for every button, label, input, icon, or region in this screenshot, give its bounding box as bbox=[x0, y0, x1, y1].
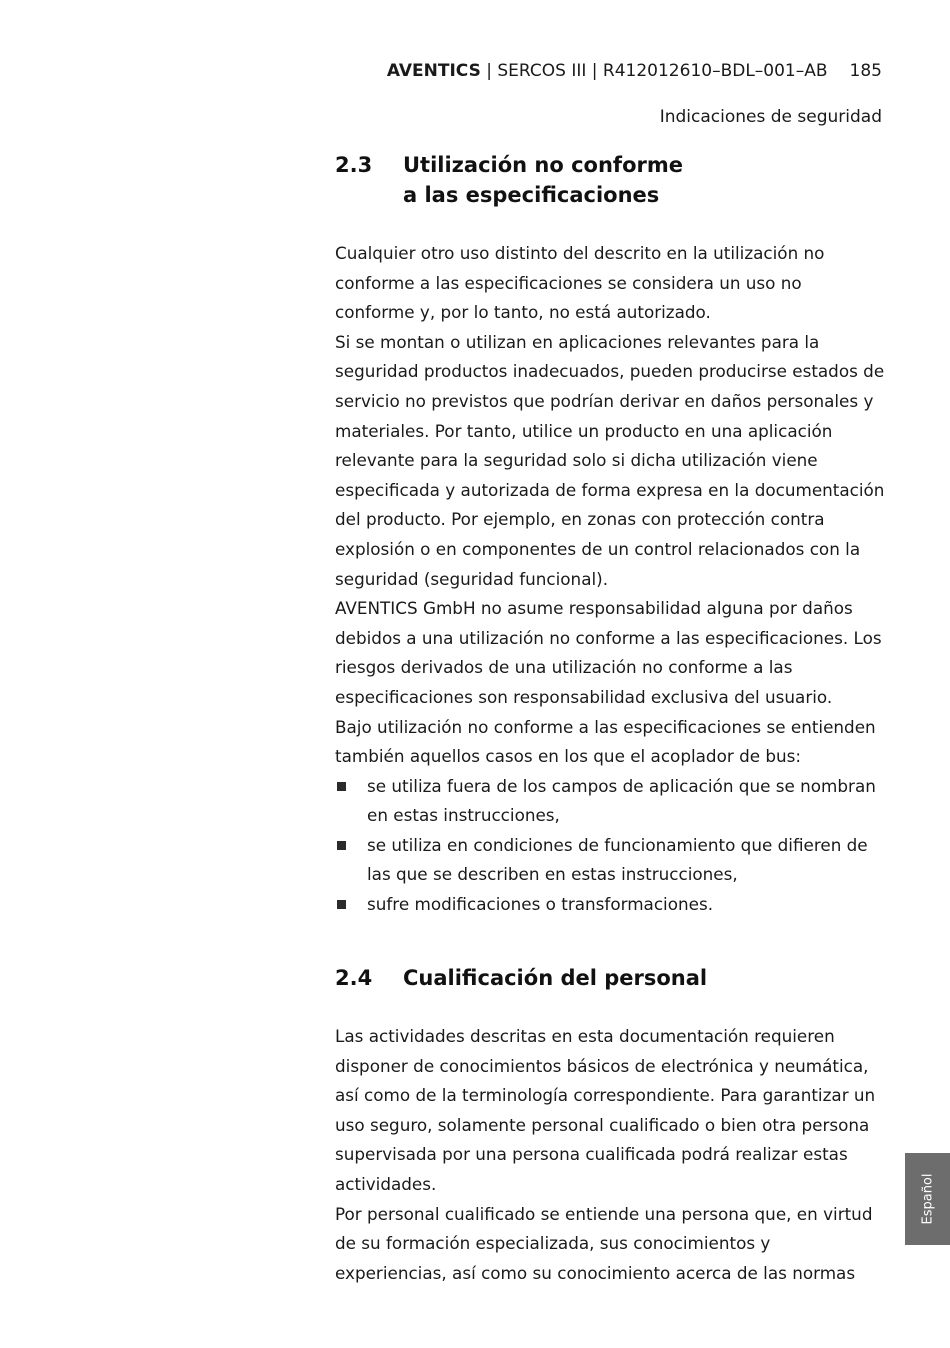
paragraph: Cualquier otro uso distinto del descrito en la utilización no conforme a las especificaciones se considera un uso no conforme y, por lo tanto, no está autorizado. bbox=[335, 243, 825, 323]
section-2-3-body bbox=[335, 239, 885, 920]
square-bullet-icon bbox=[337, 900, 346, 909]
section-title-line2: a las especificaciones bbox=[403, 183, 660, 207]
list-item bbox=[335, 831, 885, 890]
section-title bbox=[403, 150, 883, 210]
paragraph: Las actividades descritas en esta documentación requieren disponer de conocimientos básicos de electrónica y neumática, así como de la terminología correspondiente. Para garantizar un uso seguro, solamente personal cualificado o bien otra persona supervisada por una persona cualificada podrá realizar estas actividades. bbox=[335, 1026, 876, 1194]
list-item bbox=[335, 890, 885, 920]
section-2-4-heading bbox=[335, 963, 895, 995]
section-2-4-body bbox=[335, 1022, 885, 1288]
square-bullet-icon bbox=[337, 782, 346, 791]
paragraph: Por personal cualificado se entiende una persona que, en virtud de su formación especializada, sus conocimientos y experiencias, así como su conocimiento acerca de las normas bbox=[335, 1203, 873, 1283]
section-number: 2.4 bbox=[335, 966, 373, 990]
language-tab bbox=[905, 1153, 950, 1245]
section-number: 2.3 bbox=[335, 153, 373, 177]
language-tab-label: Español bbox=[920, 1173, 935, 1225]
bullet-list bbox=[335, 772, 885, 920]
list-item-text: se utiliza fuera de los campos de aplicación que se nombran en estas instrucciones, bbox=[367, 775, 876, 826]
list-item-text: sufre modificaciones o transformaciones. bbox=[367, 894, 714, 915]
brand-name: AVENTICS bbox=[386, 61, 481, 81]
paragraph: Bajo utilización no conforme a las especificaciones se entienden también aquellos casos en los que el acoplador de bus: bbox=[335, 716, 876, 767]
chapter-label: Indicaciones de seguridad bbox=[659, 107, 882, 127]
section-2-3-heading bbox=[335, 150, 895, 212]
page-number: 185 bbox=[849, 61, 882, 81]
list-item-text: se utiliza en condiciones de funcionamiento que difieren de las que se describen en estas instrucciones, bbox=[367, 834, 868, 885]
running-header bbox=[387, 61, 882, 81]
paragraph: Si se montan o utilizan en aplicaciones relevantes para la seguridad productos inadecuados, pueden producirse estados de servicio no previstos que podrían derivar en daños personales y materiales. Por tanto, utilice un producto en una aplicación relevante para la seguridad solo si dicha utilización viene especificada y autorizada de forma expresa en la documentación del producto. Por ejemplo, en zonas con protección contra explosión o en componentes de un control relacionados con la seguridad (seguridad funcional). bbox=[335, 331, 885, 589]
list-item bbox=[335, 772, 885, 831]
section-title: Cualificación del personal bbox=[403, 966, 708, 990]
section-title-line1: Utilización no conforme bbox=[403, 153, 683, 177]
paragraph: AVENTICS GmbH no asume responsabilidad alguna por daños debidos a una utilización no conforme a las especificaciones. Los riesgos derivados de una utilización no conforme a las especificaciones son responsabilidad exclusiva del usuario. bbox=[335, 598, 882, 707]
square-bullet-icon bbox=[337, 841, 346, 850]
document-info: | SERCOS III | R412012610–BDL–001–AB bbox=[480, 61, 828, 81]
